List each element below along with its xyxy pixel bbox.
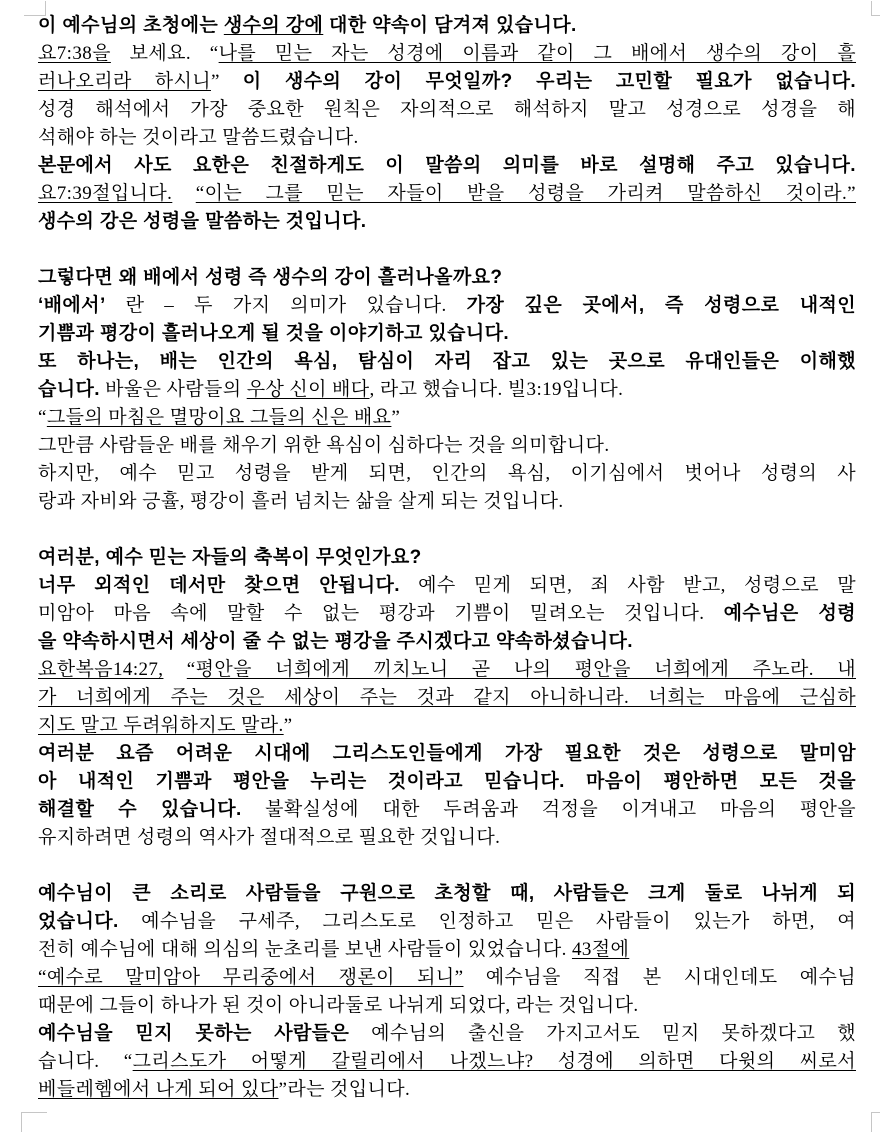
underlined-text-run: 베들레헴에서 나게 되어 있다: [38, 1079, 279, 1100]
underlined-text-run: 요7:39절입니다.: [38, 183, 173, 204]
bold-text-run: 을 약속하시면서 세상이 줄 수 없는 평강을 주시겠다고 약속하셨습니다.: [38, 631, 633, 652]
text-line: [38, 40, 856, 68]
underlined-text-run: 러나오리라 하시니: [38, 71, 211, 92]
bold-text-run: 었습니다.: [38, 911, 119, 932]
text-line: [38, 684, 856, 712]
underlined-text-run: 우상 신이 배다: [246, 379, 370, 400]
paragraph: [38, 880, 856, 1104]
underlined-text-run: 나를 믿는 자는 성경에 이름과 같이 그 배에서 생수의 강이 흘: [218, 43, 857, 64]
text-run: ”: [210, 71, 243, 92]
underlined-text-run: 가 너희에게 주는 것은 세상이 주는 것과 같지 아니하니라. 너희는 마음에 근심하: [38, 687, 856, 708]
underlined-text-run: “이는 그를 믿는 자들이 받을 성령을 가리켜 말씀하신 것이라.”: [195, 183, 856, 204]
text-line: [38, 1020, 856, 1048]
text-line: [38, 488, 856, 516]
text-line: [38, 1076, 856, 1104]
underlined-text-run: 생수의 강에: [223, 15, 324, 36]
underlined-text-run: 그리스도가 어떻게 갈릴리에서 나겠느냐? 성경에 의하면 다윗의 씨로서: [132, 1051, 856, 1072]
underlined-text-run: 요한복음14:27,: [38, 659, 164, 680]
underlined-text-run: 지도 말고 두려워하지도 말라.: [38, 715, 284, 736]
bold-text-run: 습니다.: [38, 379, 100, 400]
bold-text-run: 또 하나는, 배는 인간의 욕심, 탐심이 자리 잡고 있는 곳으로 유대인들은 이해했: [38, 351, 856, 372]
text-run: [172, 183, 195, 204]
bold-text-run: 여러분 요즘 어려운 시대에 그리스도인들에게 가장 필요한 것은 성령으로 말미암: [38, 743, 856, 764]
text-run: 유지하려면 성령의 역사가 절대적으로 필요한 것입니다.: [38, 827, 501, 848]
bold-text-run: 대한 약속이 담겨져 있습니다.: [323, 15, 577, 36]
text-run: 바울은 사람들의: [99, 379, 247, 400]
bold-text-run: 예수님을 믿지 못하는 사람들은: [38, 1023, 350, 1044]
text-line: [38, 964, 856, 992]
text-line: [38, 768, 856, 796]
text-line: [38, 908, 856, 936]
text-line: [38, 740, 856, 768]
text-line: [38, 656, 856, 684]
bold-text-run: 본문에서 사도 요한은 친절하게도 이 말씀의 의미를 바로 설명해 주고 있습니다.: [38, 155, 856, 176]
text-line: [38, 180, 856, 208]
text-run: 랑과 자비와 긍휼, 평강이 흘러 넘치는 삶을 살게 되는 것입니다.: [38, 491, 564, 512]
text-line: [38, 96, 856, 124]
text-run: ”라는 것입니다.: [278, 1079, 411, 1100]
text-run: “: [38, 407, 47, 428]
text-line: [38, 376, 856, 404]
text-line: [38, 1048, 856, 1076]
underlined-text-run: 요7:38을: [38, 43, 111, 64]
bold-text-run: 예수님이 큰 소리로 사람들을 구원으로 초청할 때, 사람들은 크게 둘로 나뉘게 되: [38, 883, 856, 904]
bold-text-run: 기쁨과 평강이 흘러나오게 될 것을 이야기하고 있습니다.: [38, 323, 510, 344]
text-run: 란 – 두 가지 의미가 있습니다.: [105, 295, 467, 316]
underlined-text-run: 43절에: [571, 939, 630, 960]
text-boundary-mark-top-right: [871, 1, 880, 16]
text-line: [38, 12, 856, 40]
text-line: [38, 600, 856, 628]
bold-text-run: 예수님은 성령: [723, 603, 856, 624]
text-line: [38, 124, 856, 152]
text-line: [38, 208, 856, 236]
text-line: [38, 880, 856, 908]
text-run: 예수 믿게 되면, 죄 사함 받고, 성령으로 말: [399, 575, 856, 596]
paragraph: [38, 12, 856, 236]
text-run: 석해야 하는 것이라고 말씀드렸습니다.: [38, 127, 359, 148]
bold-text-run: 아 내적인 기쁨과 평안을 누리는 것이라고 믿습니다. 마음이 평안하면 모든 것을: [38, 771, 856, 792]
document-body: [38, 12, 856, 1104]
text-line: [38, 404, 856, 432]
paragraph: [38, 264, 856, 516]
text-run: 성경 해석에서 가장 중요한 원칙은 자의적으로 해석하지 말고 성경으로 성경을 해: [38, 99, 856, 120]
bold-text-run: 가장 깊은 곳에서, 즉 성령으로 내적인: [466, 295, 856, 316]
text-line: [38, 264, 856, 292]
text-boundary-mark-bottom-left: [21, 1112, 47, 1132]
text-line: [38, 572, 856, 600]
text-line: [38, 992, 856, 1020]
bold-text-run: 해결할 수 있습니다.: [38, 799, 242, 820]
text-line: [38, 320, 856, 348]
text-line: [38, 544, 856, 572]
text-line: [38, 432, 856, 460]
text-run: , 라고 했습니다. 빌3:19입니다.: [369, 379, 624, 400]
text-line: [38, 628, 856, 656]
text-run: 예수님의 출신을 가지고서도 믿지 못하겠다고 했: [349, 1023, 856, 1044]
paragraph: [38, 544, 856, 852]
text-run: 예수님을 구세주, 그리스도로 인정하고 믿은 사람들이 있는가 하면, 여: [118, 911, 856, 932]
bold-text-run: ‘배에서’: [38, 295, 106, 316]
text-run: 전히 예수님에 대해 의심의 눈초리를 보낸 사람들이 있었습니다.: [38, 939, 572, 960]
bold-text-run: 너무 외적인 데서만 찾으면 안됩니다.: [38, 575, 400, 596]
text-run: ”: [283, 715, 293, 736]
bold-text-run: 여러분, 예수 믿는 자들의 축복이 무엇인가요?: [38, 547, 422, 568]
text-run: 미암아 마음 속에 말할 수 없는 평강과 기쁨이 밀려오는 것입니다.: [38, 603, 724, 624]
bold-text-run: 생수의 강은 성령을 말씀하는 것입니다.: [38, 211, 367, 232]
text-line: [38, 936, 856, 964]
text-line: [38, 796, 856, 824]
text-line: [38, 68, 856, 96]
text-run: [163, 659, 186, 680]
text-run: 하지만, 예수 믿고 성령을 받게 되면, 인간의 욕심, 이기심에서 벗어나 성령의 사: [38, 463, 856, 484]
text-line: [38, 292, 856, 320]
text-run: 불확실성에 대한 두려움과 걱정을 이겨내고 마음의 평안을: [241, 799, 856, 820]
text-line: [38, 712, 856, 740]
text-boundary-mark-bottom-right: [871, 1112, 880, 1132]
underlined-text-run: “평안을 너희에게 끼치노니 곧 나의 평안을 너희에게 주노라. 내: [186, 659, 856, 680]
text-run: 때문에 그들이 하나가 된 것이 아니라둘로 나뉘게 되었다, 라는 것입니다.: [38, 995, 639, 1016]
text-run: ”: [391, 407, 401, 428]
text-line: [38, 824, 856, 852]
bold-text-run: 이 예수님의 초청에는: [38, 15, 224, 36]
text-line: [38, 460, 856, 488]
text-run: 예수님을 직접 본 시대인데도 예수님: [463, 967, 856, 988]
text-line: [38, 348, 856, 376]
text-line: [38, 152, 856, 180]
bold-text-run: 그렇다면 왜 배에서 성령 즉 생수의 강이 흘러나올까요?: [38, 267, 503, 288]
bold-text-run: 이 생수의 강이 무엇일까? 우리는 고민할 필요가 없습니다.: [242, 71, 857, 92]
text-run: 습니다. “: [38, 1051, 133, 1072]
underlined-text-run: “예수로 말미암아 무리중에서 쟁론이 되니”: [38, 967, 464, 988]
text-run: 그만큼 사람들운 배를 채우기 위한 욕심이 심하다는 것을 의미합니다.: [38, 435, 610, 456]
text-run: 보세요. “: [110, 43, 219, 64]
underlined-text-run: 그들의 마침은 멸망이요 그들의 신은 배요: [46, 407, 392, 428]
